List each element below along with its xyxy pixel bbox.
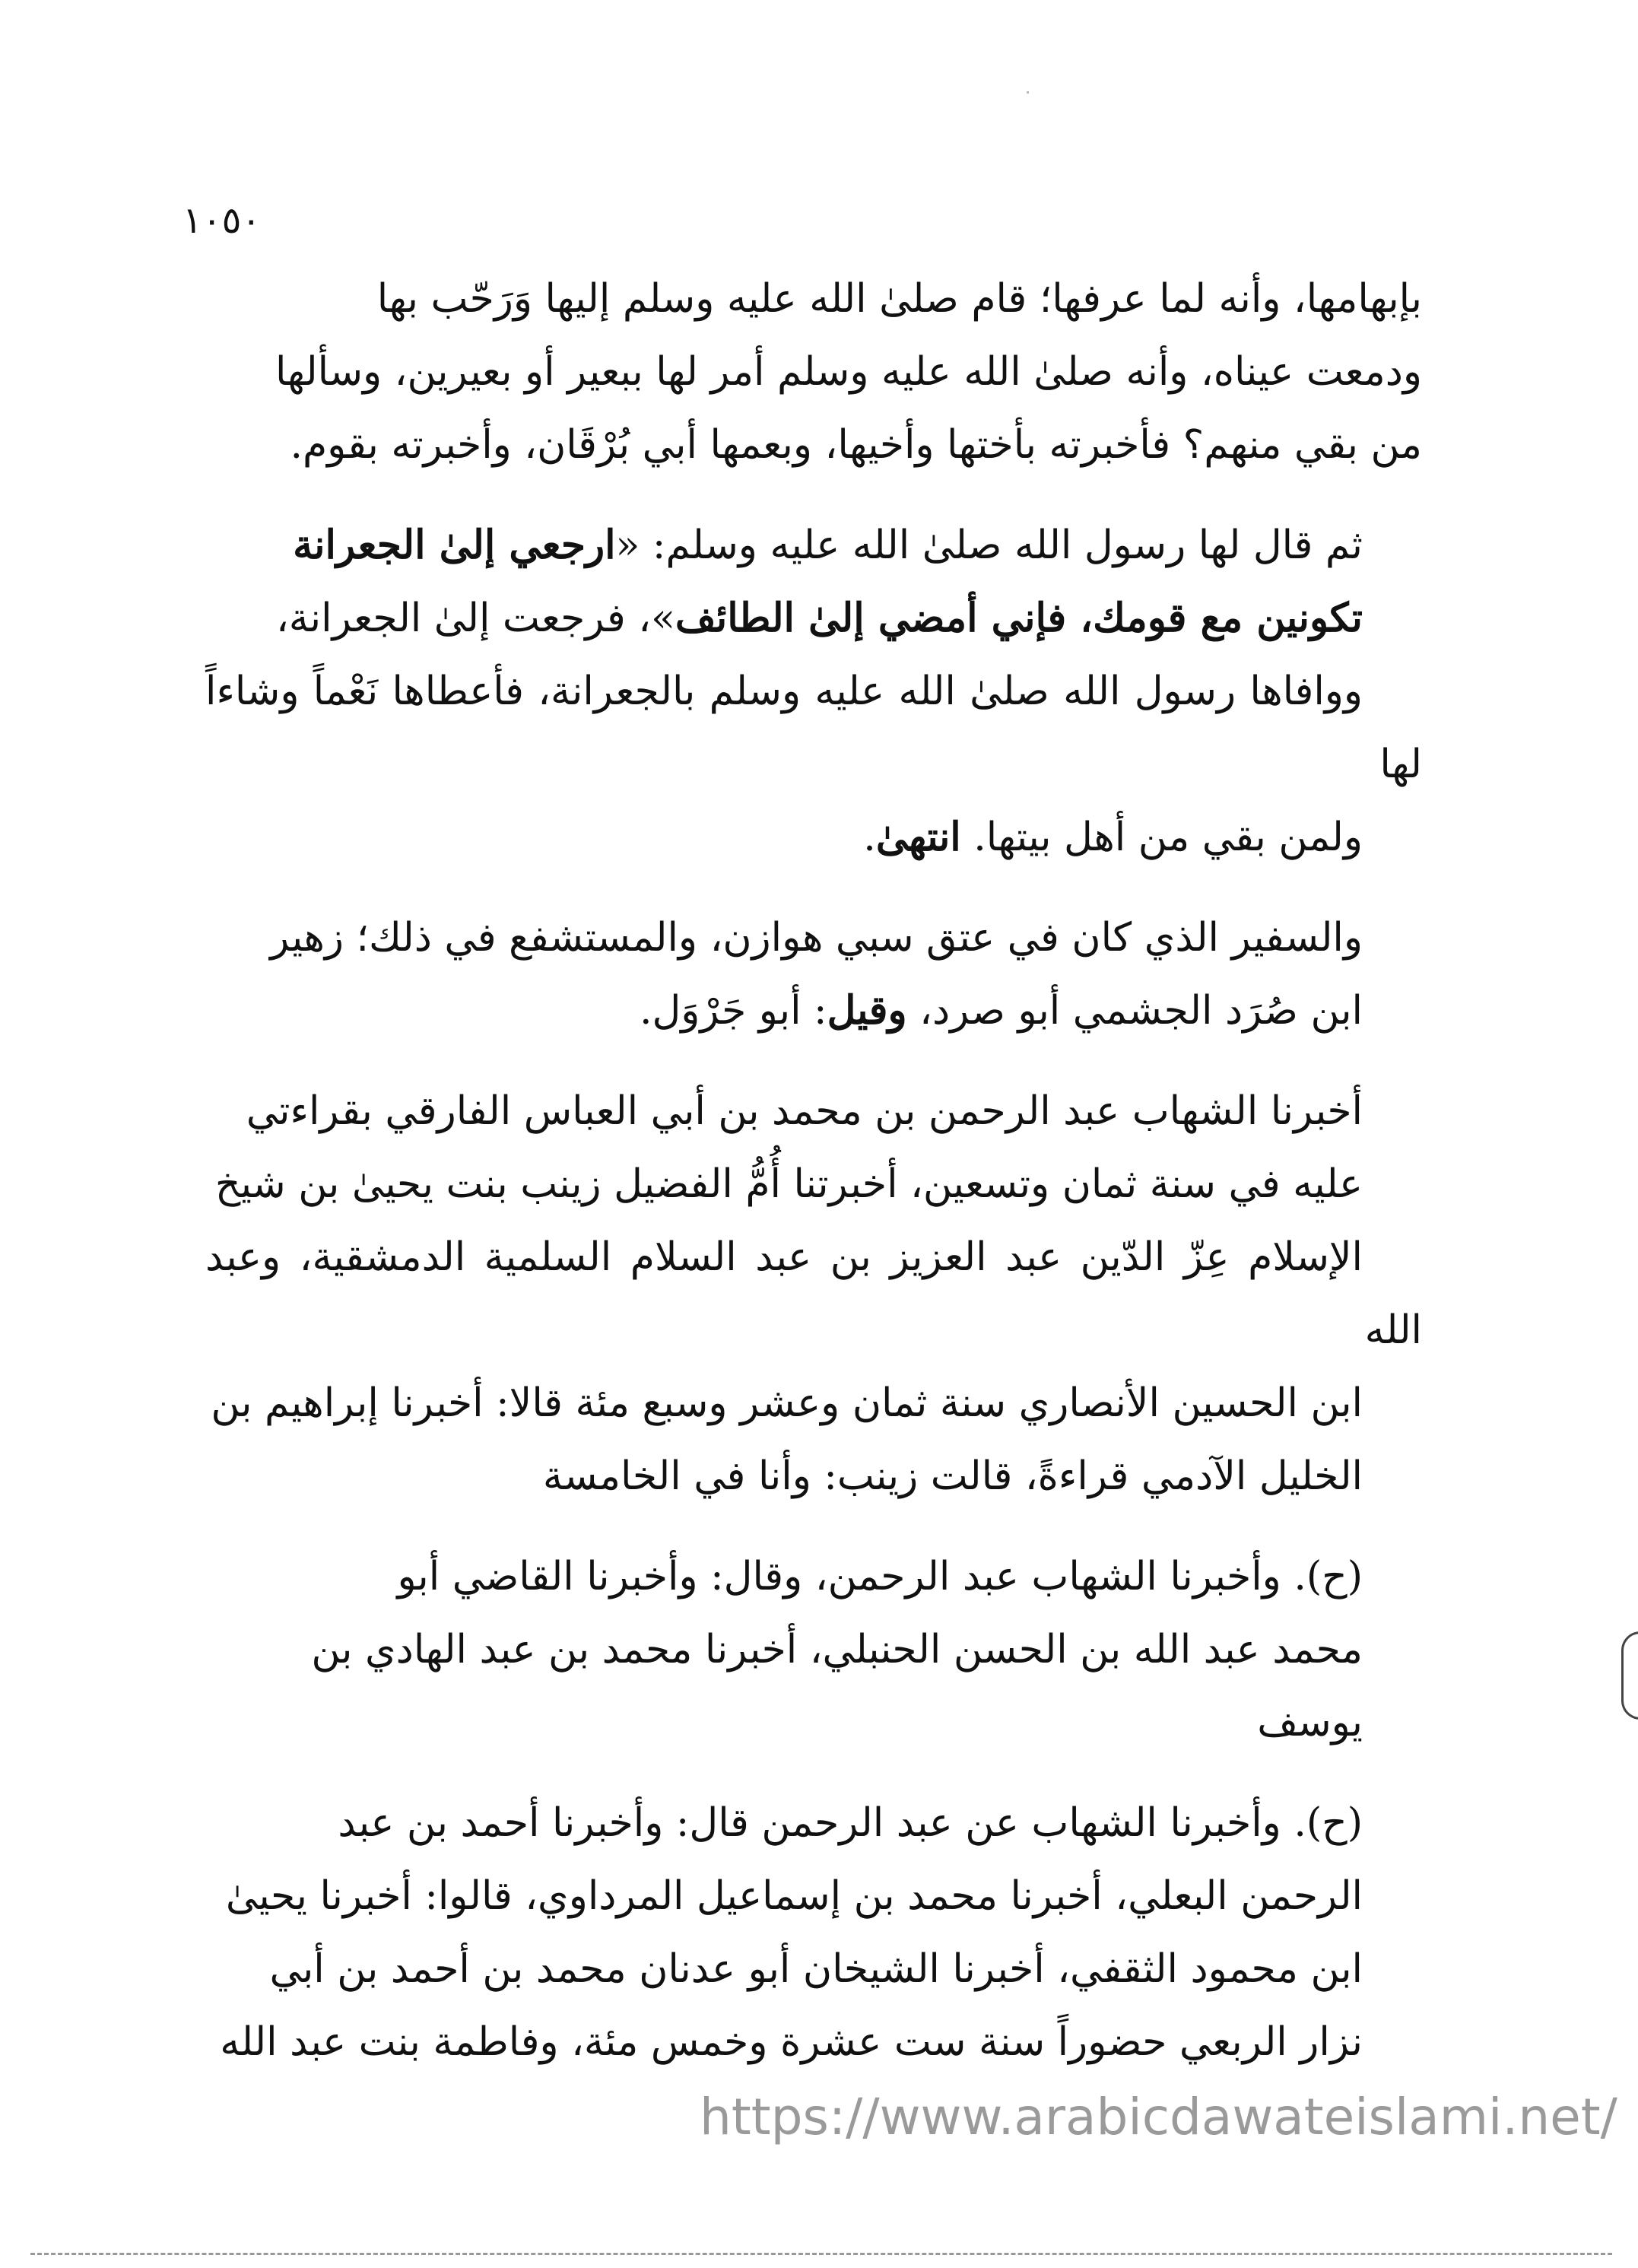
watermark-url: https://www.arabicdawateislami.net/	[700, 2088, 1617, 2146]
text-line: الخليل الآدمي قراءةً، قالت زينب: وأنا في الخامسة	[542, 1453, 1363, 1499]
text-line: ابن محمود الثقفي، أخبرنا الشيخان أبو عدنان محمد بن أحمد بن أبي	[269, 1946, 1363, 1992]
bold-term: وقيل	[827, 987, 907, 1034]
paragraph-1	[205, 262, 1422, 481]
text-line: ووافاها رسول الله صلىٰ الله عليه وسلم بالجعرانة، فأعطاها نَعْماً وشاءاً لها	[205, 669, 1422, 787]
text-line: (ح). وأخبرنا الشهاب عبد الرحمن، وقال: وأخبرنا القاضي أبو	[397, 1554, 1363, 1599]
text-line: يوسف	[1257, 1700, 1363, 1745]
text-span: .	[863, 815, 876, 860]
text-span: ثم قال لها رسول الله صلىٰ الله عليه وسلم: «	[615, 523, 1363, 568]
body-text	[205, 262, 1422, 2106]
text-line	[205, 582, 1422, 655]
margin-ornament	[1621, 1631, 1638, 1720]
paragraph-3	[205, 901, 1422, 1047]
text-line: بإبهامها، وأنه لما عرفها؛ قام صلىٰ الله عليه وسلم إليها وَرَحّب بها	[376, 276, 1422, 322]
text-span: ولمن بقي من أهل بيتها.	[960, 815, 1363, 860]
scan-speck	[1027, 91, 1029, 94]
text-line: (ح). وأخبرنا الشهاب عن عبد الرحمن قال: وأخبرنا أحمد بن عبد	[338, 1800, 1363, 1846]
text-line	[205, 801, 1422, 874]
text-line: محمد عبد الله بن الحسن الحنبلي، أخبرنا محمد بن عبد الهادي بن	[311, 1627, 1363, 1672]
quoted-bold-text: تكونين مع قومك، فإني أمضي إلىٰ الطائف	[675, 595, 1363, 641]
text-line: من بقي منهم؟ فأخبرته بأختها وأخيها، وبعمها أبي بُرْقَان، وأخبرته بقوم.	[290, 422, 1422, 468]
bold-term: انتهىٰ	[875, 814, 961, 860]
text-line: الإسلام عِزّ الدّين عبد العزيز بن عبد السلام السلمية الدمشقية، وعبد الله	[205, 1234, 1422, 1353]
paragraph-6	[205, 1787, 1422, 2079]
quoted-bold-text: ارجعي إلىٰ الجعرانة	[293, 522, 616, 568]
text-line: نزار الربعي حضوراً سنة ست عشرة وخمس مئة، وفاطمة بنت عبد الله	[220, 2019, 1363, 2065]
text-line: الرحمن البعلي، أخبرنا محمد بن إسماعيل المرداوي، قالوا: أخبرنا يحيىٰ	[225, 1873, 1363, 1919]
text-span: : أبو جَرْوَل.	[639, 988, 827, 1034]
paragraph-5	[205, 1540, 1422, 1759]
text-line	[205, 509, 1422, 582]
text-line: ابن الحسين الأنصاري سنة ثمان وعشر وسبع مئة قالا: أخبرنا إبراهيم بن	[211, 1380, 1363, 1426]
text-line: عليه في سنة ثمان وتسعين، أخبرتنا أُمُّ الفضيل زينب بنت يحيىٰ بن شيخ	[214, 1161, 1363, 1207]
text-line: أخبرنا الشهاب عبد الرحمن بن محمد بن أبي العباس الفارقي بقراءتي	[246, 1088, 1363, 1134]
text-span: ابن صُرَد الجشمي أبو صرد،	[906, 988, 1363, 1034]
text-line: ودمعت عيناه، وأنه صلىٰ الله عليه وسلم أمر لها ببعير أو بعيرين، وسألها	[275, 349, 1422, 395]
footer-rule	[30, 2253, 1612, 2255]
paragraph-4	[205, 1075, 1422, 1513]
text-span: »، فرجعت إلىٰ الجعرانة،	[276, 596, 675, 641]
page-number: ١٠٥٠	[183, 199, 262, 242]
text-line: والسفير الذي كان في عتق سبي هوازن، والمستشفع في ذلك؛ زهير	[270, 915, 1363, 961]
paragraph-2	[205, 509, 1422, 874]
text-line	[205, 974, 1422, 1047]
